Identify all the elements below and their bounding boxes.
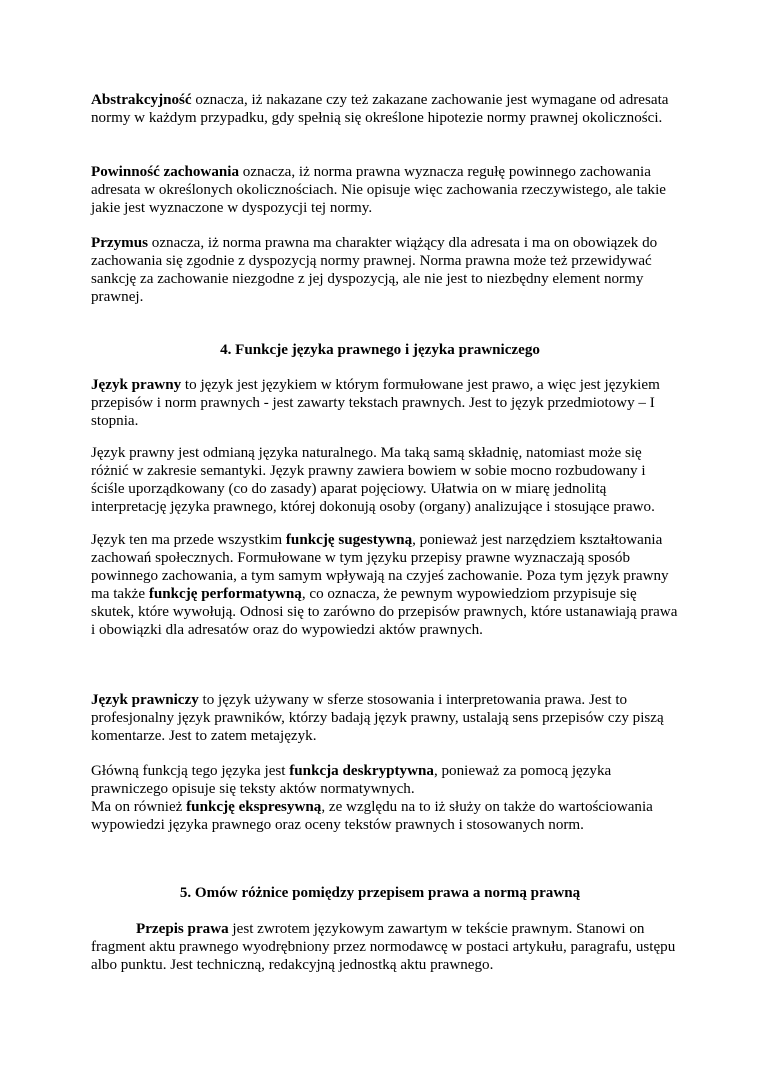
paragraph-abstrakcyjnosc: Abstrakcyjność oznacza, iż nakazane czy też zakazane zachowanie jest wymagane od adresata normy w każdym przypadku, gdy spełnią się określone hipotezie normy prawnej okoliczności. <box>91 92 669 126</box>
term-abstrakcyjnosc: Abstrakcyjność <box>91 92 192 108</box>
term-jezyk-prawniczy: Język prawniczy <box>91 692 199 708</box>
heading-section-4: 4. Funkcje języka prawnego i języka prawniczego <box>220 342 540 358</box>
paragraph-funkcje: Język ten ma przede wszystkim funkcję sugestywną, ponieważ jest narzędziem kształtowania zachowań społecznych. Formułowane w tym języku przepisy prawne wyznaczają sposób powinnego zachowania, a tym samym wpływają na czyjeś zachowanie. Poza tym język prawny ma także funkcję performatywną, co oznacza, że pewnym wypowiedziom przypisuje się skutek, które wywołują. Odnosi się to zarówno do przepisów prawnych, które ustanawiają prawa i obowiązki dla adresatów oraz do wypowiedzi aktów prawnych. <box>91 532 678 638</box>
paragraph-glowna-funkcja: Główną funkcją tego języka jest funkcja deskryptywna, ponieważ za pomocą języka prawniczego opisuje się teksty aktów normatywnych. Ma on również funkcję ekspresywną, ze względu na to iż służy on także do wartościowania wypowiedzi języka prawnego oraz oceny tekstów prawnych i stosowanych norm. <box>91 763 653 833</box>
paragraph-odmiana: Język prawny jest odmianą języka naturalnego. Ma taką samą składnię, natomiast może się różnić w zakresie semantyki. Język prawny zawiera bowiem w sobie mocno rozbudowany i ściśle uporządkowany (co do zasady) aparat pojęciowy. Ułatwia on w miarę jednolitą interpretację języka prawnego, której dokonują osoby (organy) analizujące i stosujące prawo. <box>91 445 655 515</box>
term-funkcja-sugestywna: funkcję sugestywną <box>285 532 413 548</box>
paragraph-przepis-prawa: Przepis prawa jest zwrotem językowym zawartym w tekście prawnym. Stanowi on fragment aktu prawnego wyodrębniony przez normodawcę w postaci artykułu, paragrafu, ustępu albo punktu. Jest techniczną, redakcyjną jednostką aktu prawnego. <box>91 921 676 973</box>
term-powinnosc: Powinność zachowania <box>91 164 240 180</box>
paragraph-przymus: Przymus oznacza, iż norma prawna ma charakter wiążący dla adresata i ma on obowiązek do zachowania się zgodnie z dyspozycją normy prawnej. Norma prawna może też przewidywać sankcję za zachowanie niezgodne z jej dyspozycją, ale nie jest to niezbędny element normy prawnej. <box>91 235 658 305</box>
term-przepis-prawa: Przepis prawa <box>136 921 229 937</box>
term-funkcja-deskryptywna: funkcja deskryptywna <box>289 763 434 779</box>
term-funkcja-ekspresywna: funkcję ekspresywną <box>186 799 322 815</box>
paragraph-powinnosc: Powinność zachowania oznacza, iż norma prawna wyznacza regułę powinnego zachowania adresata w określonych okolicznościach. Nie opisuje więc zachowania rzeczywistego, ale takie jakie jest wyznaczone w dyspozycji tej normy. <box>91 164 666 216</box>
term-jezyk-prawny: Język prawny <box>91 377 182 393</box>
term-funkcja-performatywna: funkcję performatywną <box>148 586 302 602</box>
paragraph-jezyk-prawniczy: Język prawniczy to język używany w sferze stosowania i interpretowania prawa. Jest to profesjonalny język prawników, którzy badają język prawny, ustalają sens przepisów czy piszą komentarze. Jest to zatem metajęzyk. <box>91 692 664 744</box>
term-przymus: Przymus <box>91 235 149 251</box>
heading-section-5: 5. Omów różnice pomiędzy przepisem prawa a normą prawną <box>179 885 581 901</box>
paragraph-jezyk-prawny: Język prawny to język jest językiem w którym formułowane jest prawo, a więc jest językiem przepisów i norm prawnych - jest zawarty tekstach prawnych. Jest to język przedmiotowy – I stopnia. <box>91 377 660 429</box>
